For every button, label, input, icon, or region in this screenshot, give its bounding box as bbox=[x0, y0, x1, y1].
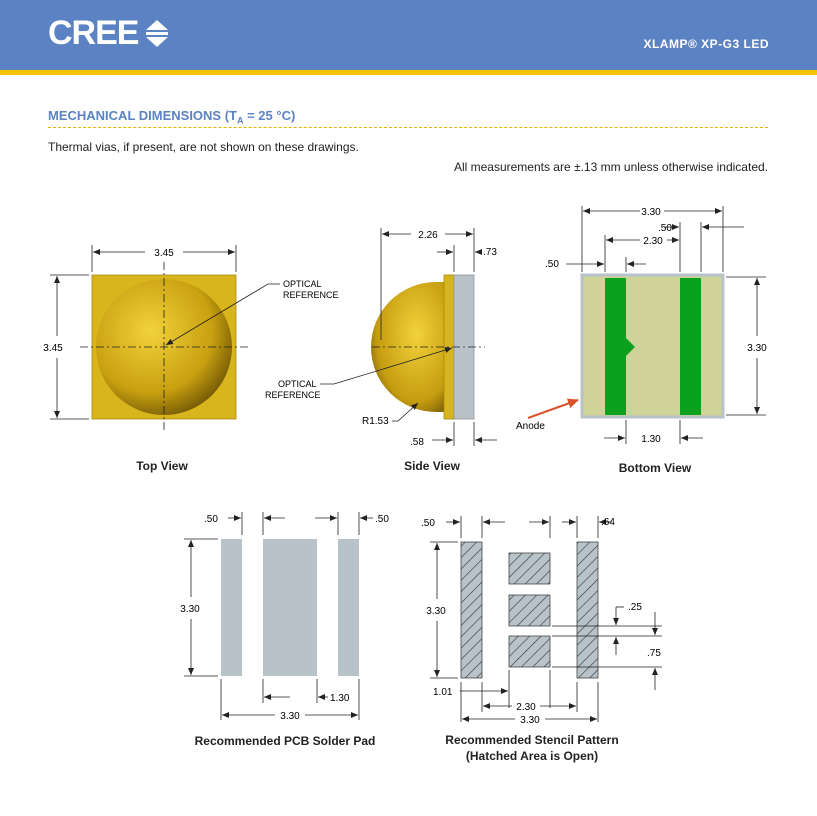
top-view-drawing bbox=[43, 245, 338, 432]
stencil-total-label: 3.30 bbox=[520, 715, 540, 726]
side-view-base-label: .58 bbox=[410, 437, 424, 448]
pcb-total-label: 3.30 bbox=[280, 711, 300, 722]
bottom-view-caption: Bottom View bbox=[618, 461, 692, 475]
pcb-center-label: 1.30 bbox=[330, 693, 350, 704]
bottom-view-pad-outer-label: .50 bbox=[658, 223, 672, 234]
note-tolerance: All measurements are ±.13 mm unless otherwise indicated. bbox=[453, 160, 768, 174]
bottom-view-center-label: 1.30 bbox=[641, 434, 661, 445]
cree-logo: CREE bbox=[48, 14, 139, 52]
product-name: XLAMP® XP-G3 LED bbox=[643, 37, 769, 51]
anode-label: Anode bbox=[516, 421, 545, 432]
side-view-radius-label: R1.53 bbox=[362, 416, 389, 427]
bottom-view-left-label: .50 bbox=[545, 259, 559, 270]
bottom-view-drawing bbox=[516, 206, 767, 445]
stencil-pad-label: .75 bbox=[647, 648, 661, 659]
side-view-optical-ref-2: REFERENCE bbox=[265, 390, 321, 400]
side-view-caption: Side View bbox=[404, 459, 460, 473]
bottom-view-height-label: 3.30 bbox=[747, 343, 767, 354]
top-view-optical-ref-2: REFERENCE bbox=[283, 290, 339, 300]
note-thermal-vias: Thermal vias, if present, are not shown on these drawings. bbox=[48, 140, 359, 154]
stencil-pattern-drawing bbox=[421, 516, 662, 726]
section-title: MECHANICAL DIMENSIONS ($T_A = 25$ °C) bbox=[48, 108, 296, 126]
pcb-pad-caption: Recommended PCB Solder Pad bbox=[194, 734, 376, 748]
side-view-substrate-label: .73 bbox=[483, 247, 497, 258]
bottom-view-width-label: 3.30 bbox=[641, 207, 661, 218]
stencil-caption-line1: Recommended Stencil Pattern bbox=[445, 733, 619, 747]
stencil-caption-line2: (Hatched Area is Open) bbox=[465, 749, 599, 763]
top-view-width-label: 3.45 bbox=[154, 248, 174, 259]
stencil-height-label: 3.30 bbox=[426, 606, 446, 617]
stencil-left-label: .50 bbox=[421, 518, 435, 529]
stencil-offset-label: 1.01 bbox=[433, 687, 453, 698]
pcb-right-label: .50 bbox=[375, 514, 389, 525]
stencil-inner-label: 2.30 bbox=[516, 702, 536, 713]
stencil-right-label: .64 bbox=[601, 517, 615, 528]
top-view-height-label: 3.45 bbox=[43, 343, 63, 354]
side-view-drawing bbox=[265, 228, 497, 448]
pcb-solder-pad-drawing bbox=[180, 512, 389, 722]
pcb-left-label: .50 bbox=[204, 514, 218, 525]
top-view-caption: Top View bbox=[136, 459, 188, 473]
bottom-view-pad-inner-label: 2.30 bbox=[643, 236, 663, 247]
side-view-optical-ref-1: OPTICAL bbox=[278, 379, 317, 389]
stencil-gap-label: .25 bbox=[628, 602, 642, 613]
top-view-optical-ref-1: OPTICAL bbox=[283, 279, 322, 289]
side-view-dome-label: 2.26 bbox=[418, 230, 438, 241]
pcb-height-label: 3.30 bbox=[180, 604, 200, 615]
